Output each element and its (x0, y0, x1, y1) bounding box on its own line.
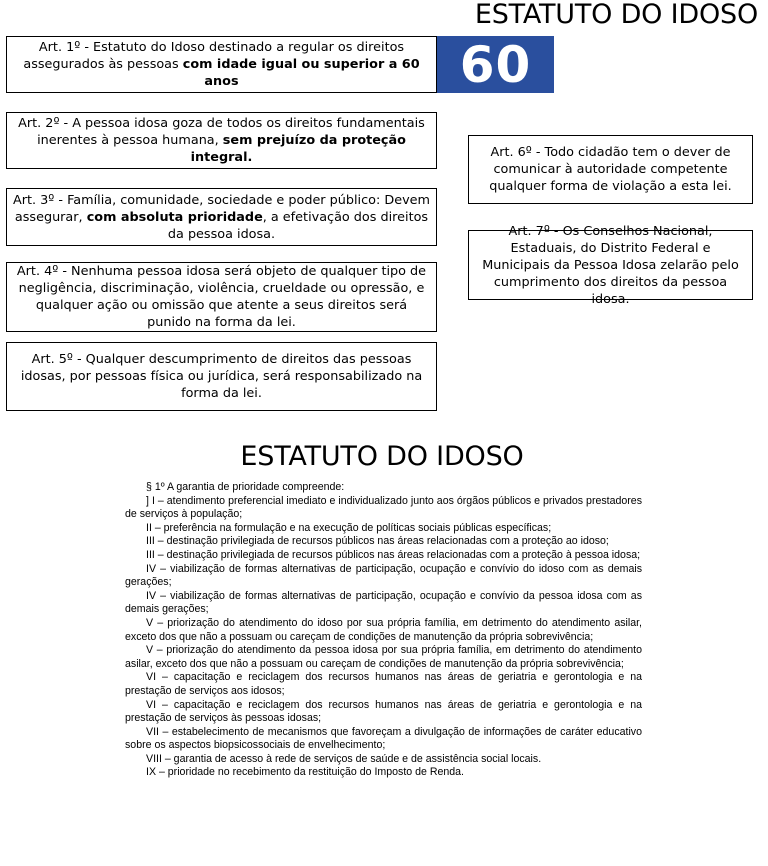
paragraph: V – priorização do atendimento do idoso por sua própria família, em detrimento do atendimento asilar, exceto dos que não a possuam ou careçam de condições de manutenção da própria sobrevivência; (125, 616, 642, 643)
age-60-badge: 60 (437, 36, 554, 93)
article-text: Art. 4º - Nenhuma pessoa idosa será objeto de qualquer tipo de negligência, discriminação, violência, crueldade ou opressão, e qualquer ação ou omissão que atente a seus direitos será punido na forma da lei. (16, 264, 427, 330)
paragraph: II – preferência na formulação e na execução de políticas sociais públicas específicas; (146, 521, 552, 534)
paragraph: ] I – atendimento preferencial imediato e individualizado junto aos órgãos públicos e privados prestadores de serviços à população; (125, 494, 642, 521)
article-text: Art. 7º - Os Conselhos Nacional, Estaduais, do Distrito Federal e Municipais da Pessoa Idosa zelarão pelo cumprimento dos direitos da pessoa idosa. (482, 223, 739, 307)
article-box-5 (6, 342, 437, 411)
article-text: Art. 1º - Estatuto do Idoso destinado a regular os direitos assegurados às pessoas com idade igual ou superior a 60 anos (23, 40, 420, 89)
section-title: ESTATUTO DO IDOSO (240, 441, 524, 472)
article-box-6 (468, 135, 753, 204)
priority-list (125, 481, 642, 780)
article-text: Art. 3º - Família, comunidade, sociedade e poder público: Devem assegurar, com absoluta prioridade, a efetivação dos direitos da pessoa idosa. (13, 192, 430, 242)
paragraph: VI – capacitação e reciclagem dos recursos humanos nas áreas de geriatria e gerontologia e na prestação de serviços aos idosos; (125, 671, 642, 697)
paragraph: VII – estabelecimento de mecanismos que favoreçam a divulgação de informações de caráter educativo sobre os aspectos biopsicossociais de envelhecimento; (125, 725, 642, 752)
article-text: Art. 2º - A pessoa idosa goza de todos os direitos fundamentais inerentes à pessoa humana, sem prejuízo da proteção integral. (18, 116, 425, 165)
paragraph: VI – capacitação e reciclagem dos recursos humanos nas áreas de geriatria e gerontologia e na prestação de serviços às pessoas idosas; (125, 698, 642, 725)
paragraph: V – priorização do atendimento da pessoa idosa por sua própria família, em detrimento do atendimento asilar, exceto dos que não a possuam ou careçam de condições de manutenção da própria sobrevivência; (125, 644, 642, 670)
article-box-2 (6, 112, 437, 169)
paragraph: III – destinação privilegiada de recursos públicos nas áreas relacionadas com a proteção ao idoso; (146, 535, 609, 548)
paragraph: IV – viabilização de formas alternativas de participação, ocupação e convívio da pessoa idosa com as demais gerações; (125, 589, 642, 616)
article-box-7 (468, 223, 753, 307)
article-box-4 (6, 262, 437, 332)
article-text: Art. 6º - Todo cidadão tem o dever de comunicar à autoridade competente qualquer forma de violação a esta lei. (489, 145, 732, 194)
article-box-1 (6, 36, 437, 93)
paragraph: IV – viabilização de formas alternativas de participação, ocupação e convívio do idoso com as demais gerações; (125, 562, 642, 589)
paragraph: IX – prioridade no recebimento da restituição do Imposto de Renda. (146, 766, 465, 779)
page-title: ESTATUTO DO IDOSO (474, 0, 758, 30)
paragraph: III – destinação privilegiada de recursos públicos nas áreas relacionadas com a proteção à pessoa idosa; (146, 548, 641, 561)
article-text: Art. 5º - Qualquer descumprimento de direitos das pessoas idosas, por pessoas física ou jurídica, será responsabilizado na forma da lei. (20, 352, 423, 401)
paragraph: VIII – garantia de acesso à rede de serviços de saúde e de assistência social locais. (146, 752, 542, 765)
paragraph: § 1º A garantia de prioridade compreende: (146, 481, 345, 493)
article-box-3 (6, 188, 437, 246)
